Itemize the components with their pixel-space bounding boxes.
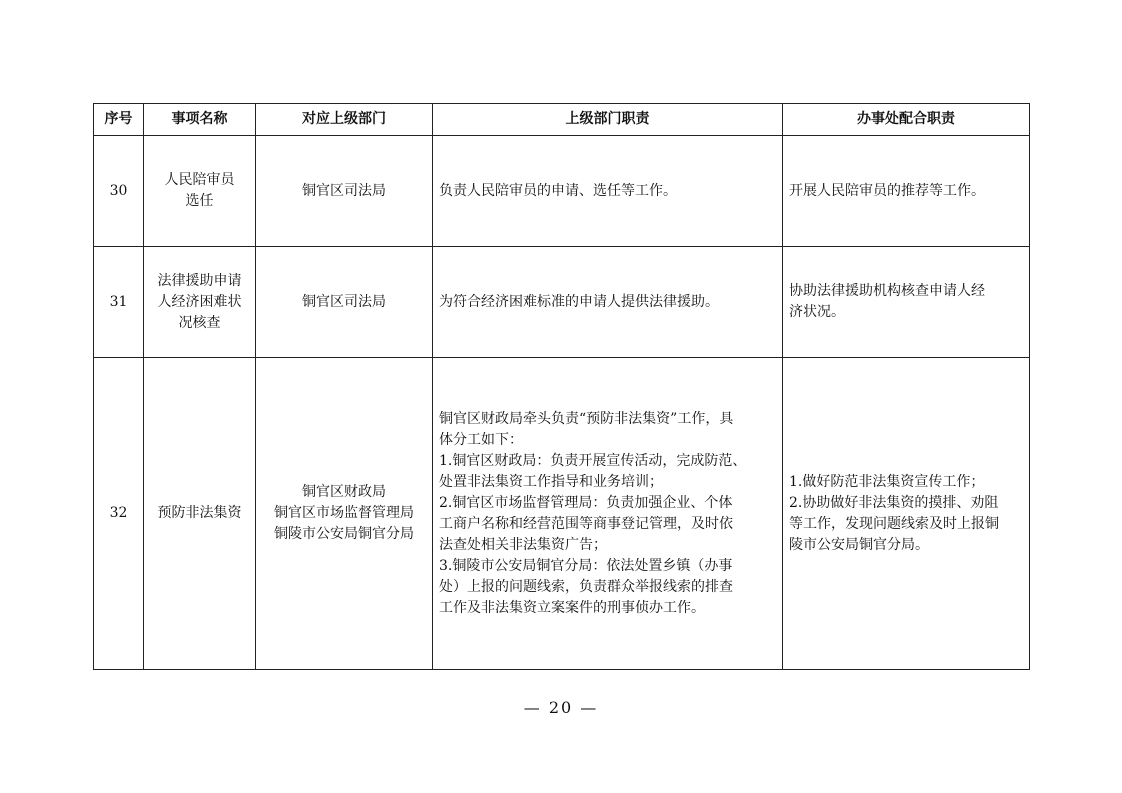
text-line: 等工作，发现问题线索及时上报铜 xyxy=(789,515,999,532)
text-line: 铜陵市公安局铜官分局 xyxy=(274,526,414,542)
cell-serial: 32 xyxy=(94,358,144,670)
text-line: 协助法律援助机构核查申请人经 xyxy=(789,283,985,299)
text-line: 处）上报的问题线索，负责群众举报线索的排查 xyxy=(439,578,733,595)
cell-serial: 31 xyxy=(94,247,144,358)
text-line: 陵市公安局铜官分局。 xyxy=(789,536,929,553)
text-line: 负责人民陪审员的申请、选任等工作。 xyxy=(439,182,677,199)
text-line: 3.铜陵市公安局铜官分局：依法处置乡镇（办事 xyxy=(439,557,733,574)
page-number: — 20 — xyxy=(523,698,599,717)
cell-office-duty xyxy=(783,136,1030,247)
text-line: 人经济困难状 xyxy=(157,293,242,310)
text-line: 铜官区财政局 xyxy=(302,484,386,500)
cell-serial: 30 xyxy=(94,136,144,247)
text-line: 选任 xyxy=(185,193,214,209)
text-line: 工作及非法集资立案案件的刑事侦办工作。 xyxy=(439,599,705,616)
text-line: 铜官区司法局 xyxy=(302,182,386,199)
cell-superior-dept xyxy=(256,136,433,247)
text-line: 开展人民陪审员的推荐等工作。 xyxy=(789,182,985,199)
text-line: 体分工如下： xyxy=(439,431,523,448)
text-line: 预防非法集资 xyxy=(157,505,242,521)
cell-superior-duty xyxy=(433,247,783,358)
text-line: 况核查 xyxy=(178,314,221,331)
text-line: 2.协助做好非法集资的摸排、劝阻 xyxy=(789,494,999,511)
duty-table xyxy=(93,103,1030,670)
table-header-row xyxy=(94,104,1030,136)
header-office-duty: 办事处配合职责 xyxy=(783,104,1030,136)
text-line: 2.铜官区市场监督管理局：负责加强企业、个体 xyxy=(439,494,733,511)
table-row xyxy=(94,247,1030,358)
table-row xyxy=(94,358,1030,670)
text-line: 处置非法集资工作指导和业务培训； xyxy=(439,473,663,490)
text-line: 铜官区财政局牵头负责“预防非法集资”工作，具 xyxy=(439,410,734,427)
cell-office-duty xyxy=(783,247,1030,358)
text-line: 济状况。 xyxy=(789,304,845,320)
text-line: 为符合经济困难标准的申请人提供法律援助。 xyxy=(439,293,719,310)
table-row xyxy=(94,136,1030,247)
text-line: 1.做好防范非法集资宣传工作； xyxy=(789,473,985,490)
text-line: 法律援助申请 xyxy=(157,272,242,289)
text-line: 铜官区司法局 xyxy=(302,293,386,310)
text-line: 铜官区市场监督管理局 xyxy=(274,505,414,521)
cell-item-name xyxy=(144,136,256,247)
header-item-name: 事项名称 xyxy=(144,104,256,136)
header-serial: 序号 xyxy=(94,104,144,136)
header-superior-duty: 上级部门职责 xyxy=(433,104,783,136)
cell-item-name xyxy=(144,358,256,670)
cell-superior-duty xyxy=(433,136,783,247)
header-superior-dept: 对应上级部门 xyxy=(256,104,433,136)
cell-item-name xyxy=(144,247,256,358)
cell-superior-dept xyxy=(256,247,433,358)
text-line: 人民陪审员 xyxy=(164,172,235,188)
text-line: 1.铜官区财政局：负责开展宣传活动，完成防范、 xyxy=(439,452,747,469)
text-line: 工商户名称和经营范围等商事登记管理，及时依 xyxy=(439,515,733,532)
cell-superior-duty xyxy=(433,358,783,670)
text-line: 法查处相关非法集资广告； xyxy=(439,536,607,553)
cell-office-duty xyxy=(783,358,1030,670)
cell-superior-dept xyxy=(256,358,433,670)
